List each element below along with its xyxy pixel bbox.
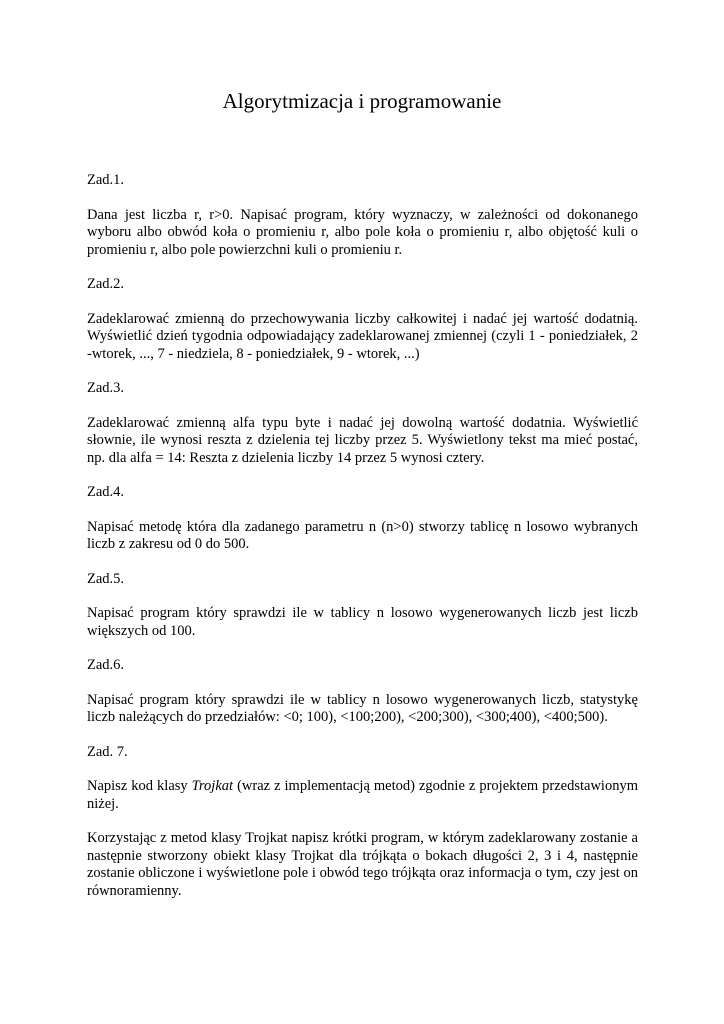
task-1	[87, 172, 638, 259]
task-text: Napisać metodę która dla zadanego parametru n (n>0) stworzy tablicę n losowo wybranych liczb z zakresu od 0 do 500.	[87, 518, 638, 552]
task-7	[87, 744, 638, 901]
task-5	[87, 571, 638, 641]
task-text: Zadeklarować zmienną alfa typu byte i nadać jej dowolną wartość dodatnia. Wyświetlić słownie, ile wynosi reszta z dzielenia tej liczby przez 5. Wyświetlony tekst ma mieć postać, np. dla alfa = 14: Reszta z dzielenia liczby 14 przez 5 wynosi cztery.	[87, 414, 638, 466]
document-body	[87, 172, 638, 917]
task-text: Napisać program który sprawdzi ile w tablicy n losowo wygenerowanych liczb jest liczb większych od 100.	[87, 605, 638, 639]
task-text	[87, 778, 638, 813]
task-heading: Zad.3.	[87, 380, 125, 396]
task-text-part: Napisz kod klasy	[87, 778, 192, 794]
task-6	[87, 657, 638, 727]
task-heading: Zad.2.	[87, 276, 125, 292]
task-heading: Zad.6.	[87, 657, 125, 673]
task-text: Korzystając z metod klasy Trojkat napisz krótki program, w którym zadeklarowany zostanie a następnie stworzony obiekt klasy Trojkat dla trójkąta o bokach długości 2, 3 i 4, następnie zostanie obliczone i wyświetlone pole i obwód tego trójkąta oraz informacja o tym, czy jest on równoramienny.	[87, 830, 638, 899]
task-heading: Zad. 7.	[87, 743, 128, 760]
task-3	[87, 380, 638, 467]
task-2	[87, 276, 638, 363]
document-title: Algorytmizacja i programowanie	[222, 89, 502, 113]
task-text: Dana jest liczba r, r>0. Napisać program, który wyznaczy, w zależności od dokonanego wyboru albo obwód koła o promieniu r, albo pole koła o promieniu r, albo objętość kuli o promieniu r, albo pole powierzchni kuli o promieniu r.	[87, 206, 638, 258]
task-heading: Zad.5.	[87, 570, 125, 587]
task-text-part: (wraz z implementacją metod) zgodnie z projektem przedstawionym niżej.	[87, 778, 638, 812]
class-name-italic: Trojkat	[191, 778, 234, 794]
task-4	[87, 484, 638, 554]
task-text: Zadeklarować zmienną do przechowywania liczby całkowitej i nadać jej wartość dodatnią. Wyświetlić dzień tygodnia odpowiadający zadeklarowanej zmiennej (czyli 1 - poniedziałek, 2 -wtorek, ..., 7 - niedziela, 8 - poniedziałek, 9 - wtorek, ...)	[87, 310, 638, 362]
task-heading: Zad.1.	[87, 172, 125, 188]
task-text: Napisać program który sprawdzi ile w tablicy n losowo wygenerowanych liczb, statystykę liczb należących do przedziałów: <0; 100), <100;200), <200;300), <300;400), <400;500).	[87, 691, 638, 725]
task-heading: Zad.4.	[87, 484, 125, 500]
